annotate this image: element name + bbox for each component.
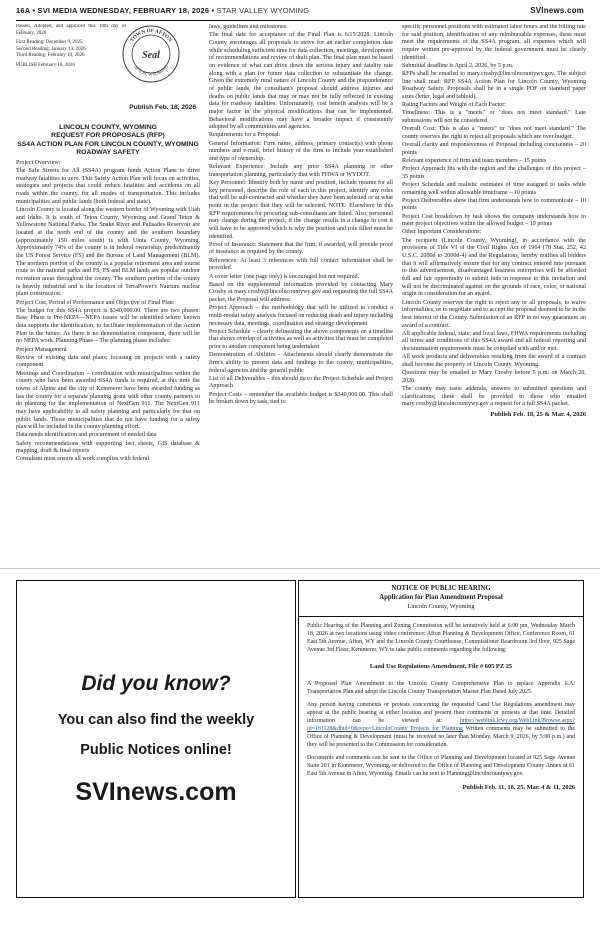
ordinance-passage-block xyxy=(16,24,200,120)
rfp-paragraph: Overall clarity and responsiveness of Proposal including conciseness – 20 points xyxy=(402,142,586,156)
notice-paragraph-1: Public Hearing of the Planning and Zoning Commission will be tentatively held at 6:00 pm, Wednesday March 18, 2026 at two locations using video conference: Afton Planning & Development Office, Conference Room, 61 East 5th Avenue, Afton, WY and the Lincoln County Courthouse, Commissioner Boardroom 3rd floor, 925 Sage Avenue 3rd Floor, Kemmerer, WY to take public comments regarding the following: xyxy=(307,622,575,653)
weblink-link[interactable]: https://weblink.lcwy.org/WebLink/Browse.aspx?id=161128&dbid=0&repo=LincolnCounty Projects for Planning xyxy=(307,718,575,733)
passed-line: Passed, Adopted, and approved this 10th day of February, 2026 xyxy=(16,24,126,36)
seal-top-text: TOWN OF AFTON xyxy=(129,27,173,44)
rfp-paragraph: Demonstration of Abilities – Attachments should clearly demonstrate the firm's ability to present data and findings to the county, municipalities, federal agencies and the general public xyxy=(209,352,393,374)
notice-paragraph-2: A Proposed Plan Amendment to the Lincoln County Comprehensive Plan to replace Appendix 6.A: Transportation Plan and adopt the Lincoln County Transportation Master Plan Dated July 2025. xyxy=(307,681,575,696)
rfp-paragraph: Requirements for a Proposal: xyxy=(209,132,281,139)
rfp-paragraph: The Safe Streets for All (SS4A) program funds Action Plans to drive roadway fatalities to zero. This Safety Action Plan will focus on activities, strategies and projects that could reduce fatalities and accidents on all roads within the county, for all modes of transportation. This includes municipalities and public lands (both federal and state). xyxy=(16,168,200,205)
rfp-paragraph: A cover letter (one page only) is encouraged but not required. xyxy=(209,273,360,280)
rfp-paragraph: Safety recommendations with supporting fact sheets, GIS database & mapping, draft & final reports xyxy=(16,440,200,455)
promo-line-2: Public Notices online! xyxy=(80,741,232,758)
notice-subtitle: Application for Plan Amendment Proposal xyxy=(379,593,503,601)
rfp-paragraph: The final date for acceptance of the Final Plan is 6/15/2028. Lincoln County encourages all proposals to strive for an earlier completion date while scheduling sufficient time for data collection, meetings, development of recommendations and review of draft plan. The final plan must be based on evidence of what can drive down the serious injury and fatality rate along with a plan for future data collection to substantiate the change. Given the extremely rural nature of Lincoln County and the preponderance of public lands, the consultant's proposal should address injuries and deaths on public lands that may or may not be fully reflected in existing data for roadway fatalities. Unfortunately, cost benefit analysis will be a major factor in the physical modifications that can be implemented. Behavioral modifications may have a broader impact if consistently adopted by all communities and agencies. xyxy=(209,32,393,131)
publisher-name: SVI MEDIA xyxy=(37,6,78,15)
rfp-paragraph: Lincoln County is located along the western border of Wyoming with Utah and Idaho. It is south of Teton County, Wyoming and Grand Teton & Yellowstone National Parks. The Snake River and Palisades Reservoir are located at the north end of the county and the southern boundary (approximately 150 miles south) is with Uinta County, Wyoming. Approximately 74% of the county is in federal ownership, predominantly the US Forest Service (FS) and the Bureau of Land Management (BLM). The northern portion of the county is a popular retirement area and tourist route to the national parks and FS, FS and BLM lands are popular outdoor recreation areas throughout the county. The southern portion of the county is heavily industrial and is the location of TerraPower's Natrium nuclear plant construction. xyxy=(16,206,200,298)
rfp-paragraph: Relevant experience of firm and team members – 15 points xyxy=(402,157,547,164)
rfp-paragraph: Project Management xyxy=(16,346,67,353)
rfp-paragraph: Project Schedule and realistic estimates of time assigned to tasks while remaining well within allowable timeframe – 10 points xyxy=(402,181,586,196)
notice-paragraph-3 xyxy=(307,702,575,750)
rfp-paragraph: All applicable federal, state, and local laws, FHWA requirements including all terms and conditions of this SS4A award and all federal reporting and documentation requirements must be complied with and/or met. xyxy=(402,330,586,353)
promo-line-1: You can also find the weekly xyxy=(57,711,255,728)
public-hearing-notice xyxy=(298,580,584,898)
paper-name: STAR VALLEY WYOMING xyxy=(216,6,310,15)
rfp-paragraph: Proof of Insurance: Statement that the firm, if awarded, will provide proof of insurance as required by the county. xyxy=(209,241,393,256)
notice-paragraph-4: Documents and comments can be sent to the Office of Planning and Development located at 925 Sage Avenue Suite 201 in Kemmerer, Wyoming, or delivered to the Office of Planning and Development County Annex at 61 East 5th Avenue in Afton, Wyoming. Emails can be sent to Planning@lincolncountywy.gov. xyxy=(307,755,575,778)
rfp-paragraph: The county may issue addenda, answers to submitted questions and clarifications; these shall be provided to those who emailed mary.crosby@lincolncountywy.gov a request for a full SS4A packet. xyxy=(402,385,586,408)
notice-publish-line: Publish Feb. 11, 18, 25, Mar. 4 & 11, 2026 xyxy=(462,784,575,791)
rfp-paragraph: References: At least 3 references with full contact information shall be provided. xyxy=(209,257,393,272)
seal-bottom-text: AFTON, WYOMING xyxy=(133,64,169,78)
rfp-title xyxy=(16,124,200,158)
rfp-paragraph: Project Overview: xyxy=(16,159,61,166)
notice-rule xyxy=(299,616,583,617)
rfp-paragraph: Project Cost breakdown by task shows the company understands how to meet project objectives within the allowed budget – 10 points xyxy=(402,213,586,228)
rfp-paragraph: Submittal deadline is April 2, 2026, by 5 p.m. xyxy=(402,62,514,69)
column-1 xyxy=(16,24,200,546)
notice-title: NOTICE OF PUBLIC HEARING xyxy=(391,585,491,592)
promo-site-link[interactable]: SVInews.com xyxy=(75,777,237,806)
publish-line: PUBLISH February 18, 2026 xyxy=(16,62,75,68)
promo-question: Did you know? xyxy=(81,671,231,695)
page-number: 16A xyxy=(16,6,31,15)
rfp-paragraph: Timeliness: This is a "meets" or "does not meet standard." Late submissions will not be considered. xyxy=(402,110,586,125)
seal-center-text: Seal xyxy=(142,50,160,61)
rfp-title-line-2: REQUEST FOR PROPOSALS (RFP) xyxy=(51,132,165,140)
rfp-paragraph: Relevant Experience: Include any prior SS4A planning or other transportation planning, particularly that with FHWA or WYDOT. xyxy=(209,164,393,178)
rfp-paragraph: Rating Factors and Weight of Each Factor: xyxy=(402,102,506,109)
rfp-paragraph: Consultant must ensure all work complies with federal xyxy=(16,456,150,463)
column-3 xyxy=(402,24,586,546)
notice-paragraph-3-rest: Written comments may be submitted to the Office of Planning & Development (must be received no later than Monday, March 9, 2026, by 5:00 p.m.) and they will be presented to the Commission for consideration. xyxy=(307,726,575,749)
rfp-paragraph: Other Important Considerations: xyxy=(402,229,482,236)
rfp-paragraph: laws, guidelines and milestones. xyxy=(209,24,288,30)
rfp-body-column-3 xyxy=(402,24,586,409)
town-seal-icon xyxy=(121,24,181,84)
rfp-paragraph: The budget for this SS4A project is $340,000.00. There are two phases: Base Phase is Pre-NEPA—NEPA issues will be identified where known data supports the identification, to facilitate implementation of the Action Plan in the future. As there is no demonstration component, there will be no NEPA work. Planning Phase—The planning phase includes: xyxy=(16,307,200,345)
rfp-paragraph: Lincoln County reserves the right to reject any or all proposals, to waive informalities, or to negotiate and to accept the proposal deemed to be in the best interest of the County. Submission of an RFP in no way guarantees an award of a contract. xyxy=(402,299,586,329)
promo-box xyxy=(16,580,296,898)
notice-case-title: Land Use Regulations Amendment, File # 605 PZ 25 xyxy=(369,662,513,670)
rfp-body-column-2 xyxy=(209,24,393,407)
rfp-publish-date: Publish Feb. 18, 2026 xyxy=(129,104,196,111)
first-reading: First Reading: December 9, 2025 xyxy=(16,40,83,45)
rfp-paragraph: Data needs identification and procurement of needed data xyxy=(16,432,157,439)
issue-date: WEDNESDAY, FEBRUARY 18, 2026 xyxy=(79,6,210,15)
rfp-title-line-1: LINCOLN COUNTY, WYOMING xyxy=(59,124,157,131)
header-left: 16A • SVI MEDIA WEDNESDAY, FEBRUARY 18, 2026 • STAR VALLEY WYOMING xyxy=(16,6,310,15)
column-2 xyxy=(209,24,393,546)
rfp-paragraph: Key Personnel: Identify both by name and position, include resume for all key personnel, describe the role of each in this project, identify any roles that will be sub-contracted and whether they have been selected or at what point in the project that they will be selected. NOTE: Elsewhere in this RFP requirements for procuring sub-consultants are listed. Also, personnel may change during the project, if the change results in a change in cost it will have to be approved which is why the position and role filled must be identified. xyxy=(209,179,393,240)
rfp-paragraph: specific personnel positions with estimated labor hours and the billing rate for said position, identification of any reimbursable expenses, these must meet the requirements of the SS4A program, all expenses which will require written pre-approval by the federal government must be clearly identified. xyxy=(402,24,586,61)
page-header xyxy=(16,6,584,20)
third-reading: Third Reading: February 10, 2026 xyxy=(16,53,85,58)
second-reading: Second Reading: January 13, 2026 xyxy=(16,46,86,52)
rfp-paragraph: Overall Cost: This is also a "meets" or "does not meet standard." The county reserves the right to reject all proposals which are over budget. xyxy=(402,126,586,140)
header-site[interactable]: SVInews.com xyxy=(530,6,584,15)
rfp-paragraph: Based on the supplemental information provided by contacting Mary Crosby at mary.crosby@lincolncountywy.gov and requesting the full SS4A packet, the Proposal will address: xyxy=(209,281,393,304)
rfp-paragraph: List of all Deliverables – this should tie to the Project Schedule and Project Approach xyxy=(209,375,393,390)
legal-notices-columns xyxy=(16,24,586,546)
rfp-paragraph: Project Cost, Period of Performance and Objective of Final Plan: xyxy=(16,299,175,306)
rfp-paragraph: Project Approach fits with the region and the challenges of this project – 35 points xyxy=(402,166,586,180)
rfp-paragraph: Project Deliverables show that firm understands how to communicate – 10 points xyxy=(402,197,586,212)
notice-paragraph-3-intro: Any person having comments or protests concerning the requested Land Use Regulations amendment may appear at the public hearing at either location and present their comments or protests at that time. Detailed information can be viewed at: xyxy=(307,702,575,725)
rfp-paragraph: General Information: Firm name, address, primary contact(s) with phone numbers and e-mail, brief history of the firm to include year established and type of ownership. xyxy=(209,140,393,162)
rfp-paragraph: The recipient (Lincoln County, Wyoming), in accordance with the provisions of Title VI of the Civil Rights Act of 1964 (78 Stat. 252, 42 U.S.C. 2000d to 2000d-4) and the Regulations, hereby notifies all bidders that it will affirmatively ensure that for any contract entered into pursuant to this advertisement, disadvantaged business enterprises will be afforded full and fair opportunity to submit bids in response to this invitation and will not be discriminated against on the grounds of race, color, or national origin in consideration for an award. xyxy=(402,237,586,298)
rfp-publish-end: Publish Feb. 18, 25 & Mar. 4, 2026 xyxy=(490,410,586,418)
rfp-title-line-3: SS4A ACTION PLAN FOR LINCOLN COUNTY, WYOMING ROADWAY SAFETY xyxy=(17,140,199,157)
rfp-paragraph: Project Costs – remember the available budget is $340,000.00. This shall be broken down by task, tied to xyxy=(209,391,393,406)
rfp-body-column-1 xyxy=(16,160,200,464)
section-divider xyxy=(0,568,600,569)
rfp-paragraph: Meetings and Coordination – coordination with municipalities within the county who have been awarded SS4A funds is required, at this time the towns of Alpine and the city of Kemmerer have been awarded funding as has the county for a separate planning grant with other county partners to do planning for the implementation of NextGen 911. The NextGen 911 may have applicability to all safety planning and particularly for that on public lands. Those municipalities that do not have funding for a safety plan will be included in the county planning effort. xyxy=(16,370,200,431)
rfp-paragraph: RFPs shall be emailed to mary.crosby@lincolncountywy.gov. The subject line shall read: RFP SS4A Action Plan for Lincoln County, Wyoming Roadway Safety. Proposals shall be in a single PDF on standard paper sizes (letter, legal and tabloid). xyxy=(402,71,586,101)
notice-county: Lincoln County, Wyoming xyxy=(407,602,475,610)
rfp-paragraph: Questions may be emailed to Mary Crosby before 5 p.m. on March 20, 2026. xyxy=(402,370,586,384)
rfp-paragraph: Review of existing data and plans; focusing on projects with a safety component xyxy=(16,354,200,369)
rfp-paragraph: Project Approach – the methodology that will be utilized to conduct a multi-modal safety analysis focused on reducing death and injury including necessary data, meetings, coordination and strategy development xyxy=(209,305,393,327)
header-rule xyxy=(16,20,584,21)
rfp-paragraph: All work products and deliverables resulting from the award of a contract shall become the property of Lincoln County, Wyoming. xyxy=(402,354,586,368)
rfp-paragraph: Project Schedule – clearly delineating the above components on a timeline that shows overlap of activities as well as activities that must be completed prior to another component being undertaken xyxy=(209,328,393,351)
